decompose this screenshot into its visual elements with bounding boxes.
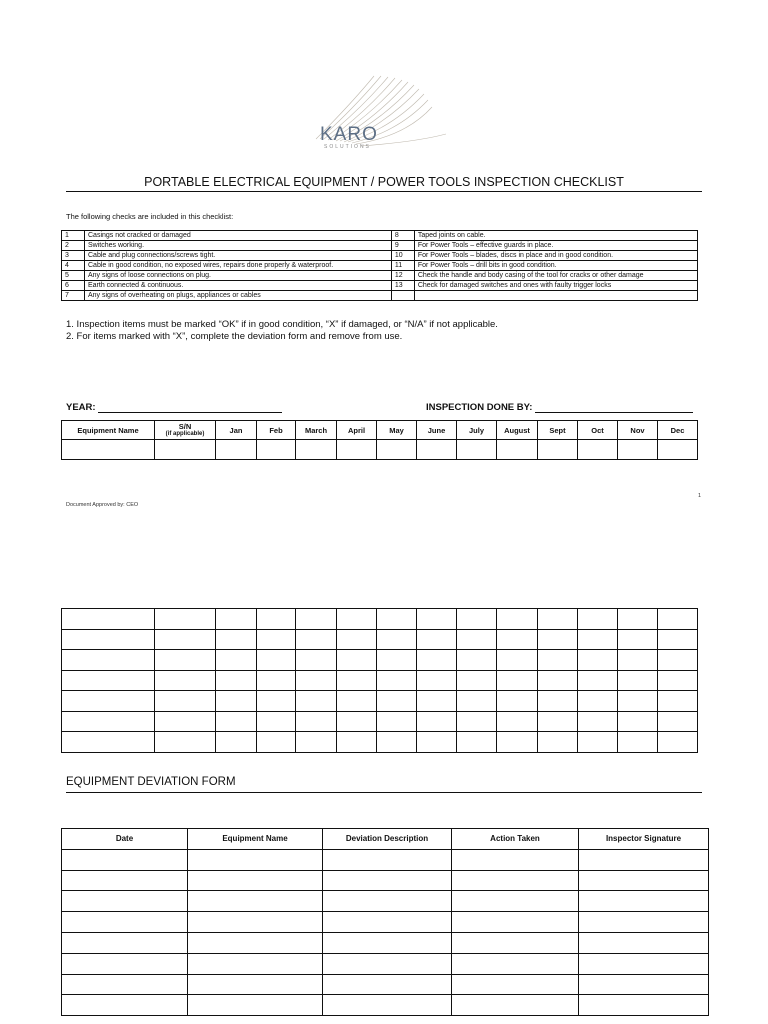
cell[interactable]	[296, 609, 337, 630]
cell[interactable]	[618, 691, 658, 712]
header-equipment-name: Equipment Name	[62, 421, 155, 440]
cell[interactable]	[62, 691, 155, 712]
cell[interactable]	[618, 732, 658, 753]
check-text: Check for damaged switches and ones with faulty trigger locks	[414, 281, 697, 291]
header-month: Dec	[658, 421, 698, 440]
cell[interactable]	[62, 870, 188, 891]
cell[interactable]	[62, 891, 188, 912]
cell[interactable]	[62, 670, 155, 691]
check-number: 6	[62, 281, 85, 291]
cell[interactable]	[579, 932, 709, 953]
cell[interactable]	[618, 609, 658, 630]
cell[interactable]	[579, 953, 709, 974]
cell[interactable]	[216, 670, 257, 691]
cell[interactable]	[323, 953, 452, 974]
page-title: PORTABLE ELECTRICAL EQUIPMENT / POWER TOOLS INSPECTION CHECKLIST	[144, 175, 624, 189]
cell[interactable]	[579, 891, 709, 912]
check-row	[62, 241, 698, 251]
cell[interactable]	[296, 732, 337, 753]
title-divider	[66, 191, 702, 192]
check-number: 8	[391, 231, 414, 241]
check-number	[391, 291, 414, 301]
cell[interactable]	[417, 670, 457, 691]
cell[interactable]	[377, 691, 417, 712]
deviation-row	[62, 932, 709, 953]
cell[interactable]	[538, 629, 578, 650]
cell[interactable]	[538, 732, 578, 753]
check-row	[62, 271, 698, 281]
cell[interactable]	[578, 609, 618, 630]
cell[interactable]	[658, 629, 698, 650]
cell[interactable]	[457, 609, 497, 630]
cell[interactable]	[257, 711, 296, 732]
cell[interactable]	[323, 891, 452, 912]
header-deviation-description: Deviation Description	[323, 829, 452, 850]
cell[interactable]	[579, 849, 709, 870]
deviation-row	[62, 870, 709, 891]
cell[interactable]	[578, 650, 618, 671]
page-number: 1	[698, 493, 702, 499]
cell[interactable]	[618, 670, 658, 691]
check-number: 13	[391, 281, 414, 291]
cell[interactable]	[417, 711, 457, 732]
header-month: August	[497, 421, 538, 440]
cell[interactable]	[62, 953, 188, 974]
cell[interactable]	[337, 732, 377, 753]
check-text: Any signs of overheating on plugs, appliances or cables	[85, 291, 392, 301]
header-equipment-name: Equipment Name	[188, 829, 323, 850]
inspection-row	[62, 732, 698, 753]
cell[interactable]	[155, 629, 216, 650]
cell[interactable]	[457, 711, 497, 732]
inspection-row	[62, 650, 698, 671]
cell[interactable]	[377, 732, 417, 753]
cell[interactable]	[497, 440, 538, 460]
cell[interactable]	[216, 609, 257, 630]
cell[interactable]	[497, 629, 538, 650]
header-action-taken: Action Taken	[452, 829, 579, 850]
inspection-blank[interactable]	[535, 402, 693, 413]
inspection-row	[62, 609, 698, 630]
cell[interactable]	[337, 609, 377, 630]
cell[interactable]	[155, 732, 216, 753]
check-number: 9	[391, 241, 414, 251]
cell[interactable]	[296, 711, 337, 732]
cell[interactable]	[452, 849, 579, 870]
cell[interactable]	[417, 691, 457, 712]
cell[interactable]	[579, 912, 709, 933]
cell[interactable]	[457, 650, 497, 671]
cell[interactable]	[578, 711, 618, 732]
cell[interactable]	[578, 440, 618, 460]
cell[interactable]	[216, 711, 257, 732]
cell[interactable]	[323, 974, 452, 995]
header-month: Jan	[216, 421, 257, 440]
cell[interactable]	[188, 870, 323, 891]
cell[interactable]	[323, 870, 452, 891]
cell[interactable]	[323, 912, 452, 933]
cell[interactable]	[216, 650, 257, 671]
deviation-row	[62, 995, 709, 1016]
check-text: Casings not cracked or damaged	[85, 231, 392, 241]
cell[interactable]	[538, 711, 578, 732]
checks-table	[61, 230, 698, 301]
cell[interactable]	[155, 650, 216, 671]
cell[interactable]	[155, 609, 216, 630]
check-text: For Power Tools – blades, discs in place and in good condition.	[414, 251, 697, 261]
deviation-row	[62, 849, 709, 870]
cell[interactable]	[257, 691, 296, 712]
instructions	[66, 319, 498, 342]
header-month: April	[337, 421, 377, 440]
header-date: Date	[62, 829, 188, 850]
cell[interactable]	[658, 440, 698, 460]
header-month: May	[377, 421, 417, 440]
logo-subtext: SOLUTIONS	[324, 144, 371, 150]
check-number: 2	[62, 241, 85, 251]
year-label: YEAR:	[66, 402, 96, 413]
cell[interactable]	[216, 629, 257, 650]
cell[interactable]	[457, 691, 497, 712]
check-text: Cable and plug connections/screws tight.	[85, 251, 392, 261]
inspection-done-by-field[interactable]	[426, 402, 693, 413]
cell[interactable]	[62, 974, 188, 995]
cell[interactable]	[155, 440, 216, 460]
instruction-2: 2. For items marked with “X”, complete the deviation form and remove from use.	[66, 330, 403, 342]
deviation-row	[62, 891, 709, 912]
cell[interactable]	[538, 650, 578, 671]
cell[interactable]	[62, 609, 155, 630]
header-sn-note: (if applicable)	[165, 431, 205, 437]
cell[interactable]	[457, 670, 497, 691]
cell[interactable]	[377, 670, 417, 691]
cell[interactable]	[618, 650, 658, 671]
cell[interactable]	[323, 849, 452, 870]
deviation-form-title: EQUIPMENT DEVIATION FORM	[66, 776, 236, 788]
check-text: Any signs of loose connections on plug.	[85, 271, 392, 281]
cell[interactable]	[188, 932, 323, 953]
deviation-row	[62, 912, 709, 933]
header-month: Feb	[257, 421, 296, 440]
cell[interactable]	[578, 670, 618, 691]
header-month: Sept	[538, 421, 578, 440]
check-number: 3	[62, 251, 85, 261]
cell[interactable]	[323, 995, 452, 1016]
instruction-1: 1. Inspection items must be marked “OK” if in good condition, “X” if damaged, or “N/A” if not applicable.	[66, 319, 498, 330]
cell[interactable]	[457, 629, 497, 650]
check-text: Check the handle and body casing of the tool for cracks or other damage	[414, 271, 697, 281]
cell[interactable]	[452, 891, 579, 912]
header-month: July	[457, 421, 497, 440]
cell[interactable]	[497, 732, 538, 753]
check-text: Switches working.	[85, 241, 392, 251]
cell[interactable]	[296, 670, 337, 691]
cell[interactable]	[452, 953, 579, 974]
deviation-row	[62, 953, 709, 974]
cell[interactable]	[658, 691, 698, 712]
cell[interactable]	[452, 870, 579, 891]
cell[interactable]	[216, 440, 257, 460]
check-row	[62, 261, 698, 271]
cell[interactable]	[62, 849, 188, 870]
cell[interactable]	[579, 974, 709, 995]
cell[interactable]	[497, 650, 538, 671]
cell[interactable]	[497, 670, 538, 691]
cell[interactable]	[155, 691, 216, 712]
cell[interactable]	[377, 650, 417, 671]
cell[interactable]	[337, 650, 377, 671]
cell[interactable]	[658, 670, 698, 691]
cell[interactable]	[296, 650, 337, 671]
check-text	[414, 291, 697, 301]
cell[interactable]	[216, 732, 257, 753]
check-number: 5	[62, 271, 85, 281]
cell[interactable]	[452, 995, 579, 1016]
cell[interactable]	[216, 691, 257, 712]
cell[interactable]	[188, 953, 323, 974]
cell[interactable]	[417, 629, 457, 650]
cell[interactable]	[377, 711, 417, 732]
cell[interactable]	[337, 629, 377, 650]
cell[interactable]	[155, 670, 216, 691]
inspection-row	[62, 691, 698, 712]
cell[interactable]	[377, 609, 417, 630]
deviation-table	[61, 828, 709, 1016]
check-text: Cable in good condition, no exposed wires, repairs done properly & waterproof.	[85, 261, 392, 271]
inspection-row	[62, 670, 698, 691]
cell[interactable]	[578, 691, 618, 712]
cell[interactable]	[377, 629, 417, 650]
check-text: For Power Tools – effective guards in place.	[414, 241, 697, 251]
cell[interactable]	[337, 440, 377, 460]
cell[interactable]	[257, 629, 296, 650]
deviation-divider	[66, 792, 702, 793]
cell[interactable]	[62, 440, 155, 460]
cell[interactable]	[579, 995, 709, 1016]
inspection-row	[62, 440, 698, 460]
cell[interactable]	[452, 932, 579, 953]
header-month: Oct	[578, 421, 618, 440]
cell[interactable]	[618, 711, 658, 732]
cell[interactable]	[257, 732, 296, 753]
check-number: 4	[62, 261, 85, 271]
cell[interactable]	[188, 974, 323, 995]
header-month: Nov	[618, 421, 658, 440]
check-row	[62, 231, 698, 241]
cell[interactable]	[618, 629, 658, 650]
inspection-row	[62, 711, 698, 732]
check-text: Earth connected & continuous.	[85, 281, 392, 291]
cell[interactable]	[62, 932, 188, 953]
header-sn-label: S/N	[178, 422, 192, 431]
cell[interactable]	[377, 440, 417, 460]
cell[interactable]	[62, 995, 188, 1016]
cell[interactable]	[62, 912, 188, 933]
cell[interactable]	[452, 912, 579, 933]
cell[interactable]	[417, 440, 457, 460]
cell[interactable]	[497, 691, 538, 712]
cell[interactable]	[155, 711, 216, 732]
cell[interactable]	[658, 609, 698, 630]
cell[interactable]	[538, 609, 578, 630]
cell[interactable]	[658, 732, 698, 753]
check-number: 11	[391, 261, 414, 271]
check-text: For Power Tools – drill bits in good condition.	[414, 261, 697, 271]
year-field[interactable]	[66, 402, 282, 413]
company-logo	[256, 64, 512, 164]
cell[interactable]	[188, 912, 323, 933]
cell[interactable]	[578, 629, 618, 650]
cell[interactable]	[417, 732, 457, 753]
cell[interactable]	[257, 440, 296, 460]
intro-text: The following checks are included in this checklist:	[66, 212, 234, 221]
check-row	[62, 251, 698, 261]
check-text: Taped joints on cable.	[414, 231, 697, 241]
inspection-table	[61, 420, 698, 460]
cell[interactable]	[417, 609, 457, 630]
check-number: 7	[62, 291, 85, 301]
cell[interactable]	[658, 711, 698, 732]
cell[interactable]	[257, 670, 296, 691]
inspection-header-row	[62, 421, 698, 440]
cell[interactable]	[62, 629, 155, 650]
check-row	[62, 281, 698, 291]
cell[interactable]	[296, 691, 337, 712]
cell[interactable]	[618, 440, 658, 460]
cell[interactable]	[323, 932, 452, 953]
cell[interactable]	[497, 609, 538, 630]
cell[interactable]	[257, 609, 296, 630]
cell[interactable]	[578, 732, 618, 753]
check-row	[62, 291, 698, 301]
cell[interactable]	[62, 732, 155, 753]
cell[interactable]	[337, 711, 377, 732]
cell[interactable]	[188, 995, 323, 1016]
cell[interactable]	[257, 650, 296, 671]
cell[interactable]	[538, 670, 578, 691]
header-month: June	[417, 421, 457, 440]
inspection-row	[62, 629, 698, 650]
header-inspector-signature: Inspector Signature	[579, 829, 709, 850]
cell[interactable]	[538, 691, 578, 712]
inspection-label: INSPECTION DONE BY:	[426, 402, 533, 413]
check-number: 10	[391, 251, 414, 261]
cell[interactable]	[188, 891, 323, 912]
cell[interactable]	[62, 650, 155, 671]
logo-graphic	[256, 64, 512, 164]
deviation-row	[62, 974, 709, 995]
cell[interactable]	[337, 670, 377, 691]
cell[interactable]	[188, 849, 323, 870]
year-blank[interactable]	[98, 402, 282, 413]
cell[interactable]	[579, 870, 709, 891]
cell[interactable]	[497, 711, 538, 732]
cell[interactable]	[538, 440, 578, 460]
deviation-header-row	[62, 829, 709, 850]
cell[interactable]	[457, 440, 497, 460]
cell[interactable]	[296, 629, 337, 650]
cell[interactable]	[337, 691, 377, 712]
header-month: March	[296, 421, 337, 440]
inspection-table-continued	[61, 608, 698, 753]
cell[interactable]	[296, 440, 337, 460]
logo-wordmark: KARO	[320, 124, 378, 145]
header-sn	[155, 421, 216, 440]
cell[interactable]	[658, 650, 698, 671]
cell[interactable]	[417, 650, 457, 671]
check-number: 12	[391, 271, 414, 281]
approval-footer: Document Approved by: CEO	[66, 502, 139, 508]
cell[interactable]	[452, 974, 579, 995]
cell[interactable]	[62, 711, 155, 732]
cell[interactable]	[457, 732, 497, 753]
check-number: 1	[62, 231, 85, 241]
